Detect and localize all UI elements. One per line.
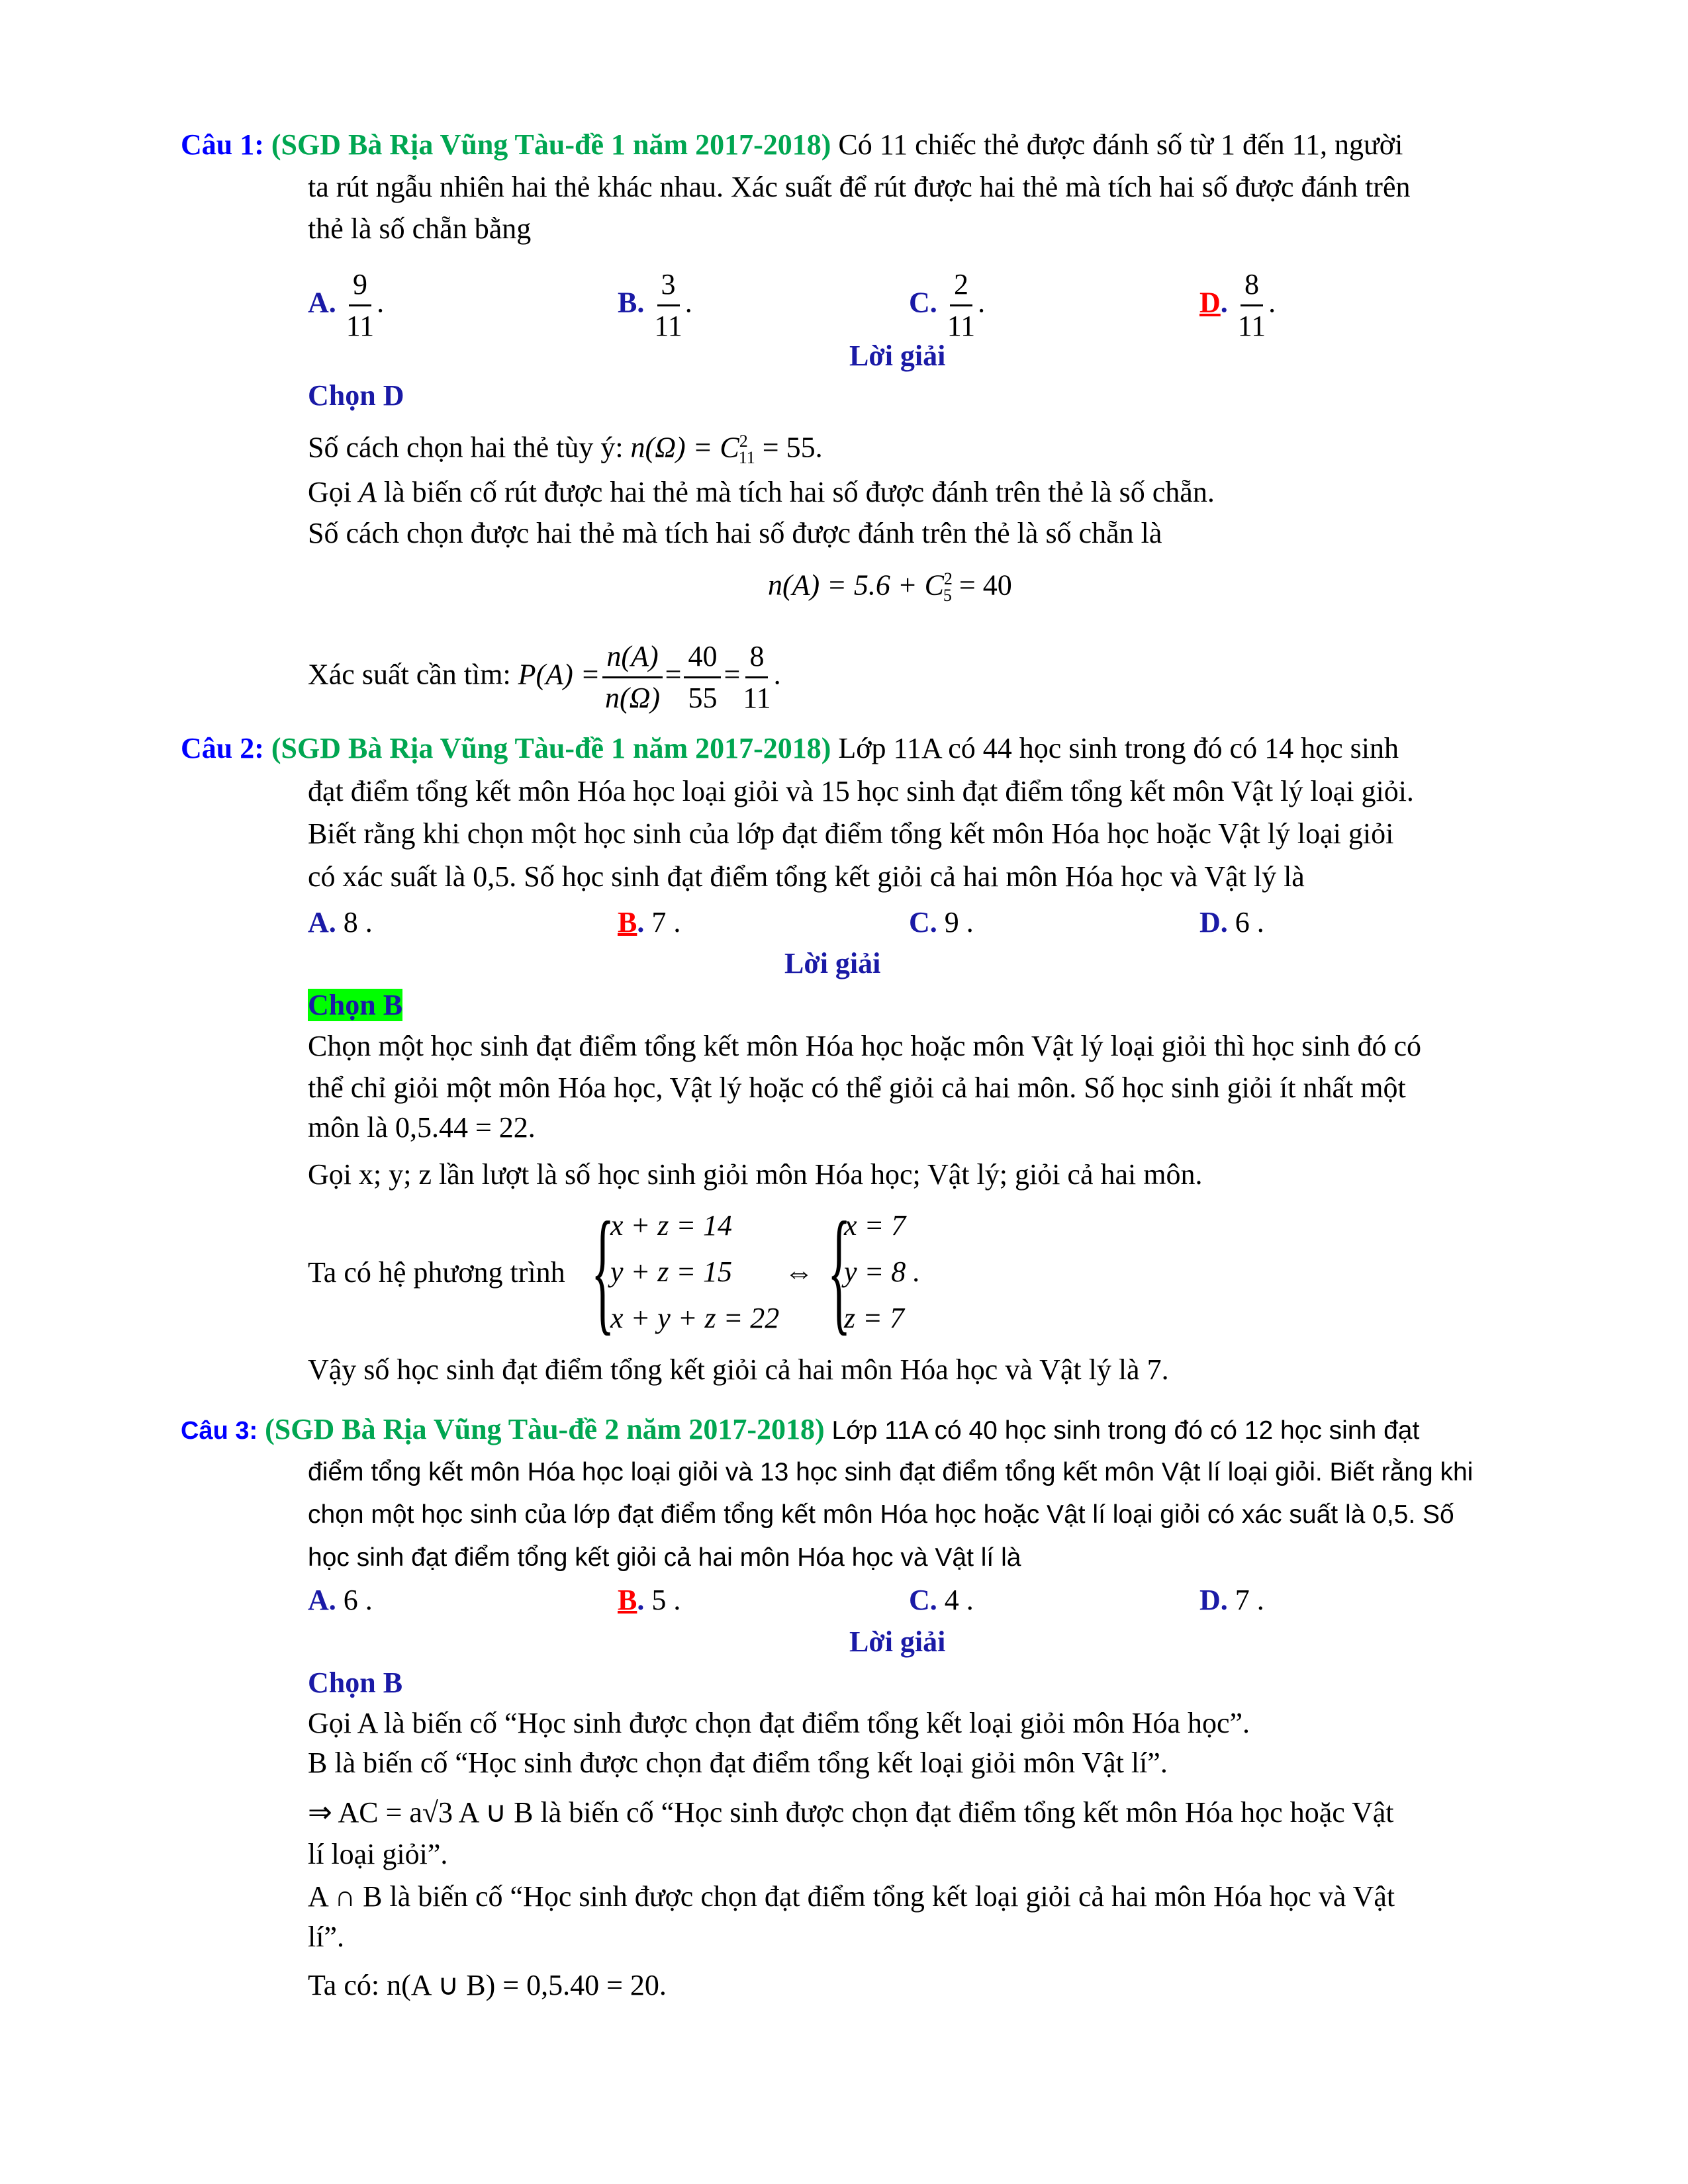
text: A: [308, 286, 329, 319]
inline-text: .: [328, 1584, 344, 1616]
q2-option-d[interactable]: D. 6 .: [1199, 906, 1264, 938]
q2-sol-line-3: môn là 0,5.44 = 22.: [308, 1111, 536, 1144]
text: 2: [739, 432, 748, 451]
q3-stem-line-2: điểm tổng kết môn Hóa học loại giỏi và 13 học sinh đạt điểm tổng kết môn Vật lí loại giỏi. Biết rằng khi: [308, 1458, 1474, 1486]
text: x + y + z = 22: [610, 1302, 780, 1334]
inline-text: [743, 637, 771, 718]
q3-sol-line-7: Ta có: n(A ∪ B) = 0,5.40 = 20.: [308, 1969, 667, 2001]
q3-stem-line-4: học sinh đạt điểm tổng kết giỏi cả hai môn Hóa học và Vật lí là: [308, 1543, 1021, 1572]
text: =: [665, 658, 682, 691]
q2-option-c[interactable]: C. 9 .: [909, 906, 974, 938]
text: A: [359, 476, 377, 508]
q3-sol-line-3: ⇒ AC = a√3 A ∪ B là biến cố “Học sinh được chọn đạt điểm tổng kết môn Hóa học hoặc Vật: [308, 1796, 1394, 1829]
text: C: [909, 1584, 930, 1616]
text: x + z = 14: [610, 1209, 733, 1242]
text: 8: [1241, 265, 1263, 306]
q2-system-label: Ta có hệ phương trình: [308, 1256, 565, 1289]
text: Chọn B: [308, 989, 403, 1021]
q1-label: Câu 1:: [181, 128, 264, 161]
q3-stem-line-1: [181, 1408, 1419, 1452]
text: 5: [651, 1584, 667, 1616]
text: A: [308, 1584, 329, 1616]
q3-option-c[interactable]: C. 4 .: [909, 1584, 974, 1616]
q1-sol-line-3: Số cách chọn được hai thẻ mà tích hai số được đánh trên thẻ là số chẵn là: [308, 517, 1162, 549]
text: x = 7: [844, 1209, 906, 1242]
q3-sol-line-6: lí”.: [308, 1921, 344, 1953]
inline-text: .: [637, 906, 652, 938]
text: 9: [349, 265, 371, 306]
text: C: [909, 286, 930, 319]
text: D: [1199, 286, 1221, 319]
q2-system-right: [844, 1203, 920, 1342]
text: n(A): [602, 637, 662, 678]
inline-text: .: [637, 286, 652, 319]
q3-option-a[interactable]: A. 6 .: [308, 1584, 373, 1616]
q1-formula-nA: [768, 558, 1012, 617]
inline-text: .: [1220, 1584, 1235, 1616]
inline-text: [684, 637, 721, 718]
text: 11: [654, 310, 682, 342]
text: 11: [738, 448, 755, 468]
inline-text: [602, 637, 662, 718]
text: C: [909, 906, 930, 938]
text: P(A) =: [518, 658, 600, 691]
text: A: [308, 906, 329, 938]
text: Xác suất cần tìm:: [308, 658, 518, 691]
q2-sol-conclusion: Vậy số học sinh đạt điểm tổng kết giỏi cả hai môn Hóa học và Vật lý là 7.: [308, 1353, 1169, 1386]
q1-option-d-correct[interactable]: D. $\frac{8}{11}$ .: [1199, 265, 1276, 346]
inline-text: .: [929, 286, 945, 319]
q2-system-left: [610, 1203, 779, 1342]
q2-stem-line-1: [181, 727, 1399, 770]
text: Lớp 11A có 40 học sinh trong đó có 12 học sinh đạt: [824, 1416, 1420, 1445]
q1-option-a[interactable]: A. $\frac{9}{11}$ .: [308, 265, 384, 346]
text: 11: [947, 310, 976, 342]
text: = 55.: [755, 431, 823, 464]
equivalence-symbol: ⇔: [784, 1256, 814, 1289]
q2-choice: [308, 984, 402, 1026]
q1-sol-probability: Xác suất cần tìm: P(A) = $\frac{n(A)}{n(\Omega)}$ = $\frac{40}{55}$ = $\frac{8}{11}$ .: [308, 637, 781, 718]
q1-sol-line-2: [308, 471, 1215, 514]
q3-option-b-correct[interactable]: B. 5 .: [618, 1584, 681, 1616]
text: 11: [1237, 310, 1266, 342]
text: 6: [1235, 906, 1250, 938]
text: y = 8 .: [844, 1255, 921, 1288]
text: D: [1199, 1584, 1221, 1616]
text: 11: [346, 310, 375, 342]
inline-text: .: [1220, 286, 1235, 319]
text: 7: [1235, 1584, 1250, 1616]
q3-label: Câu 3:: [181, 1417, 258, 1445]
inline-text: [618, 1584, 651, 1616]
q1-stem-line-2: ta rút ngẫu nhiên hai thẻ khác nhau. Xác suất để rút được hai thẻ mà tích hai số được đánh trên: [308, 171, 1411, 203]
text: D: [1199, 906, 1221, 938]
text: 9: [944, 906, 959, 938]
inline-text: .: [328, 906, 344, 938]
q3-solution-title: Lời giải: [849, 1625, 946, 1658]
text: B: [618, 1584, 637, 1616]
q1-solution-title: Lời giải: [849, 340, 946, 372]
inline-text: .: [1220, 906, 1235, 938]
q3-choice: Chọn B: [308, 1666, 403, 1699]
inline-text: .: [929, 906, 945, 938]
text: n(Ω) = C: [630, 431, 739, 464]
text: 3: [657, 265, 680, 306]
text: y + z = 15: [610, 1255, 733, 1288]
inline-text: [1238, 265, 1266, 346]
q2-stem-line-2: đạt điểm tổng kết môn Hóa học loại giỏi và 15 học sinh đạt điểm tổng kết môn Vật lý loại giỏi.: [308, 775, 1414, 807]
q3-sol-line-5: A ∩ B là biến cố “Học sinh được chọn đạt điểm tổng kết loại giỏi cả hai môn Hóa học và Vật: [308, 1880, 1395, 1913]
fraction: [346, 265, 374, 346]
text: Lớp 11A có 44 học sinh trong đó có 14 học sinh: [831, 732, 1399, 764]
q2-label: Câu 2:: [181, 732, 264, 764]
inline-text: .: [637, 1584, 652, 1616]
text: = 40: [951, 569, 1012, 602]
q2-sol-line-2: thể chỉ giỏi một môn Hóa học, Vật lý hoặc có thể giỏi cả hai môn. Số học sinh giỏi ít nhất một: [308, 1071, 1406, 1104]
text: 2: [950, 265, 972, 306]
text: 2: [943, 569, 953, 588]
text: =: [724, 658, 741, 691]
q1-choice: Chọn D: [308, 379, 404, 412]
q3-stem-line-3: chọn một học sinh của lớp đạt điểm tổng kết môn Hóa học hoặc Vật lí loại giỏi có xác suất là 0,5. Số: [308, 1500, 1454, 1529]
q2-stem-line-3: Biết rằng khi chọn một học sinh của lớp đạt điểm tổng kết môn Hóa học hoặc Vật lý loại giỏi: [308, 817, 1394, 850]
q3-sol-line-2: B là biến cố “Học sinh được chọn đạt điểm tổng kết loại giỏi môn Vật lí”.: [308, 1747, 1168, 1779]
q2-sol-line-1: Chọn một học sinh đạt điểm tổng kết môn Hóa học hoặc môn Vật lý loại giỏi thì học sinh đó có: [308, 1030, 1421, 1062]
q1-stem-line-1: [181, 124, 1403, 166]
text: 8: [343, 906, 358, 938]
left-brace: {: [591, 1194, 615, 1347]
text: 6: [343, 1584, 358, 1616]
inline-text: .: [929, 1584, 945, 1616]
q2-option-a[interactable]: A. 8 .: [308, 906, 373, 938]
q2-option-b-correct[interactable]: B. 7 .: [618, 906, 681, 938]
text: 5: [943, 586, 952, 606]
inline-text: [1199, 287, 1235, 319]
text: là biến cố rút được hai thẻ mà tích hai số được đánh trên thẻ là số chẵn.: [376, 476, 1215, 508]
inline-text: [947, 265, 975, 346]
text: n(A) = 5.6 + C: [768, 569, 944, 602]
text: z = 7: [844, 1302, 904, 1334]
q1-stem-line-3: thẻ là số chẵn bằng: [308, 212, 532, 245]
inline-text: [618, 906, 651, 938]
q2-stem-line-4: có xác suất là 0,5. Số học sinh đạt điểm tổng kết giỏi cả hai môn Hóa học và Vật lý là: [308, 860, 1305, 893]
text: B: [618, 906, 637, 938]
inline-text: .: [328, 286, 344, 319]
q3-option-d[interactable]: D. 7 .: [1199, 1584, 1264, 1616]
q1-text: Có 11 chiếc thẻ được đánh số từ 1 đến 11, người: [831, 128, 1403, 161]
left-brace: {: [827, 1194, 851, 1347]
q3-sol-line-4: lí loại giỏi”.: [308, 1838, 448, 1870]
text: 40: [684, 637, 721, 678]
text: 8: [745, 637, 768, 678]
inline-text: [654, 265, 682, 346]
text: 11: [743, 682, 771, 714]
text: Gọi: [308, 476, 359, 508]
text: 55: [688, 682, 718, 714]
q1-option-c[interactable]: C. $\frac{2}{11}$ .: [909, 265, 985, 346]
q3-sol-line-1: Gọi A là biến cố “Học sinh được chọn đạt điểm tổng kết loại giỏi môn Hóa học”.: [308, 1707, 1250, 1739]
q2-source: (SGD Bà Rịa Vũng Tàu-đề 1 năm 2017-2018): [271, 732, 831, 764]
q2-solution-title: Lời giải: [784, 947, 881, 979]
text: Số cách chọn hai thẻ tùy ý:: [308, 431, 631, 464]
q1-option-b[interactable]: B. $\frac{3}{11}$ .: [618, 265, 692, 346]
q1-source: (SGD Bà Rịa Vũng Tàu-đề 1 năm 2017-2018): [271, 128, 831, 161]
text: 7: [651, 906, 667, 938]
text: B: [618, 286, 637, 319]
q2-sol-line-4: Gọi x; y; z lần lượt là số học sinh giỏi môn Hóa học; Vật lý; giỏi cả hai môn.: [308, 1158, 1203, 1191]
text: n(Ω): [604, 682, 661, 714]
q3-source: (SGD Bà Rịa Vũng Tàu-đề 2 năm 2017-2018): [265, 1413, 825, 1445]
text: 4: [944, 1584, 959, 1616]
